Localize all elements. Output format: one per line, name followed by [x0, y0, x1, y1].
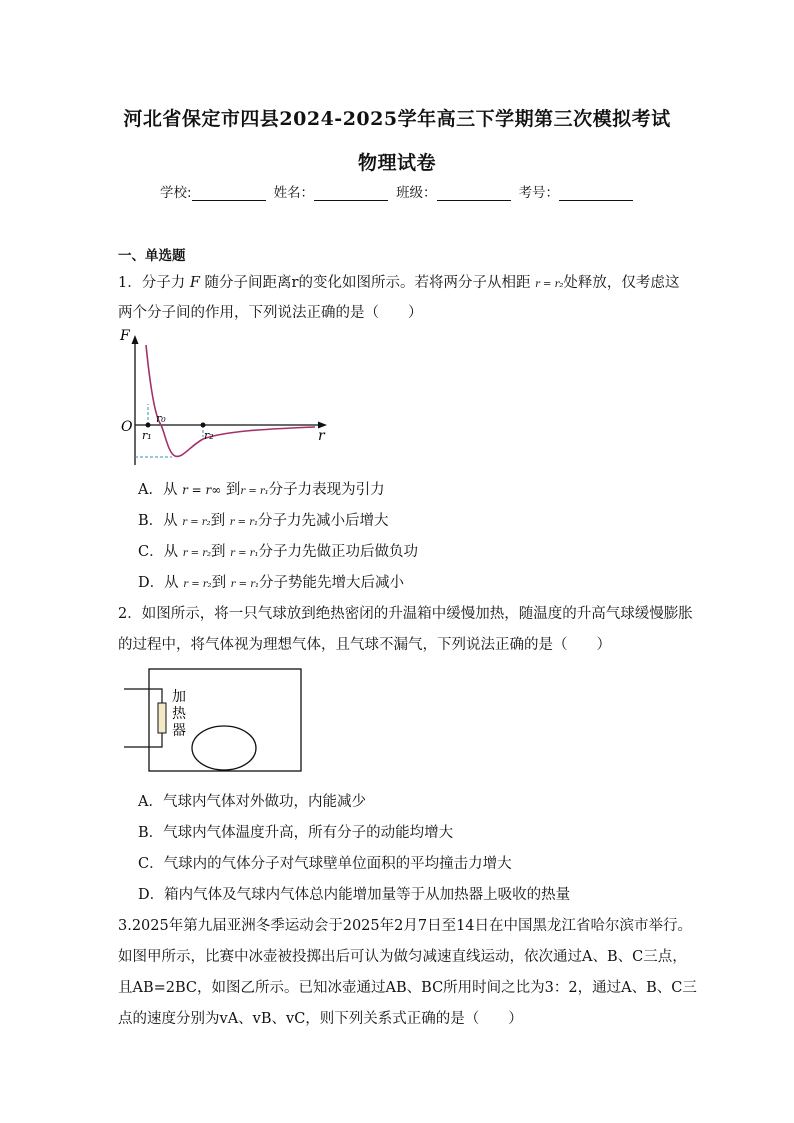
option-mid: 到 [225, 482, 241, 498]
r2-point [201, 423, 206, 428]
option-prefix: B．从 [138, 513, 178, 529]
option-text: 分子力先做正功后做负功 [258, 544, 418, 560]
class-field[interactable] [437, 186, 511, 201]
y-axis-arrow [132, 335, 139, 344]
q2-option-b[interactable]: B．气球内气体温度升高，所有分子的动能均增大 [138, 825, 454, 841]
q2-heater-box-diagram [120, 665, 310, 777]
option-prefix: C．从 [138, 544, 179, 560]
exam-number-label: 考号： [518, 185, 560, 201]
option-text: 分子力先减小后增大 [258, 513, 389, 529]
r1-point [146, 423, 151, 428]
option-mid: 到 [211, 575, 227, 591]
option-text: 分子力表现为引力 [268, 482, 385, 498]
option-formula-1: r = r₂ [182, 548, 212, 559]
r1-label: r₁ [142, 429, 152, 442]
option-mid: 到 [210, 513, 226, 529]
student-info-row [160, 181, 641, 201]
q2-option-a[interactable]: A．气球内气体对外做功，内能减少 [138, 794, 366, 810]
option-prefix: D．从 [138, 575, 179, 591]
q1-force-graph [115, 325, 340, 470]
q1-stem-line1 [118, 271, 679, 292]
option-formula-1: r = r₂ [182, 517, 211, 528]
option-formula-2: r = r₁ [229, 517, 258, 528]
school-label: 学校: [160, 185, 192, 201]
q1-stem-r: r = r₂ [535, 279, 564, 290]
heater-wire-top [124, 689, 162, 703]
q1-option-a[interactable] [138, 478, 385, 499]
name-field[interactable] [314, 186, 388, 201]
r0-label: r₀ [156, 412, 166, 425]
heater-wire-bottom [124, 733, 162, 747]
option-prefix: A．从 [138, 482, 178, 498]
q1-stem-c: 处释放，仅考虑这 [563, 275, 680, 291]
q3-stem-line4: 点的速度分别为vA、vB、vC，则下列关系式正确的是（ ） [118, 1011, 523, 1027]
exam-number-field[interactable] [559, 186, 633, 201]
option-formula-1: r = r∞ [182, 483, 222, 497]
q3-stem-line2: 如图甲所示，比赛中冰壶被投掷出后可认为做匀减速直线运动，依次通过A、B、C三点， [118, 949, 687, 965]
origin-label: O [121, 419, 133, 435]
exam-title: 河北省保定市四县2024-2025学年高三下学期第三次模拟考试 [123, 108, 671, 130]
q3-stem-line3: 且AB=2BC，如图乙所示。已知冰壶通过AB、BC所用时间之比为3：2，通过A、B、C三 [118, 980, 697, 996]
x-axis-label: r [318, 428, 325, 444]
name-label: 姓名： [273, 185, 315, 201]
q1-stem-f: F [189, 275, 200, 291]
section-heading: 一、单选题 [118, 248, 186, 264]
heater-resistor [158, 703, 166, 733]
q1-option-b[interactable] [138, 509, 389, 530]
q3-stem-line1: 3.2025年第九届亚洲冬季运动会于2025年2月7日至14日在中国黑龙江省哈尔滨市举行。 [118, 918, 693, 934]
y-axis-label: F [120, 328, 130, 344]
q2-stem-line2: 的过程中，将气体视为理想气体，且气球不漏气，下列说法正确的是（ ） [118, 637, 611, 653]
q1-stem-a: 1．分子力 [118, 275, 186, 291]
heater-label-2: 热 [172, 706, 186, 722]
force-curve [146, 345, 315, 456]
option-formula-2: r = r₁ [230, 579, 259, 590]
exam-subtitle: 物理试卷 [357, 152, 436, 174]
class-label: 班级： [396, 185, 437, 201]
q2-option-c[interactable]: C．气球内的气体分子对气球壁单位面积的平均撞击力增大 [138, 856, 512, 872]
heater-label-3: 器 [172, 723, 186, 739]
heater-label-1: 加 [172, 689, 186, 705]
school-field[interactable] [192, 186, 266, 201]
option-text: 分子势能先增大后减小 [258, 575, 404, 591]
q2-option-d[interactable]: D．箱内气体及气球内气体总内能增加量等于从加热器上吸收的热量 [138, 887, 571, 903]
q2-stem-line1: 2．如图所示，将一只气球放到绝热密闭的升温箱中缓慢加热，随温度的升高气球缓慢膨胀 [118, 606, 693, 622]
q1-option-c[interactable] [138, 540, 418, 561]
q1-stem-line2: 两个分子间的作用，下列说法正确的是（ ） [118, 305, 423, 321]
option-formula-2: r = r₁ [240, 486, 269, 497]
balloon [192, 726, 256, 770]
q1-option-d[interactable] [138, 571, 404, 592]
r2-label: r₂ [204, 429, 214, 442]
option-mid: 到 [211, 544, 226, 560]
q1-stem-b: 随分子间距离r的变化如图所示。若将两分子从相距 [204, 275, 531, 291]
option-formula-1: r = r₂ [183, 579, 212, 590]
option-formula-2: r = r₁ [230, 548, 259, 559]
